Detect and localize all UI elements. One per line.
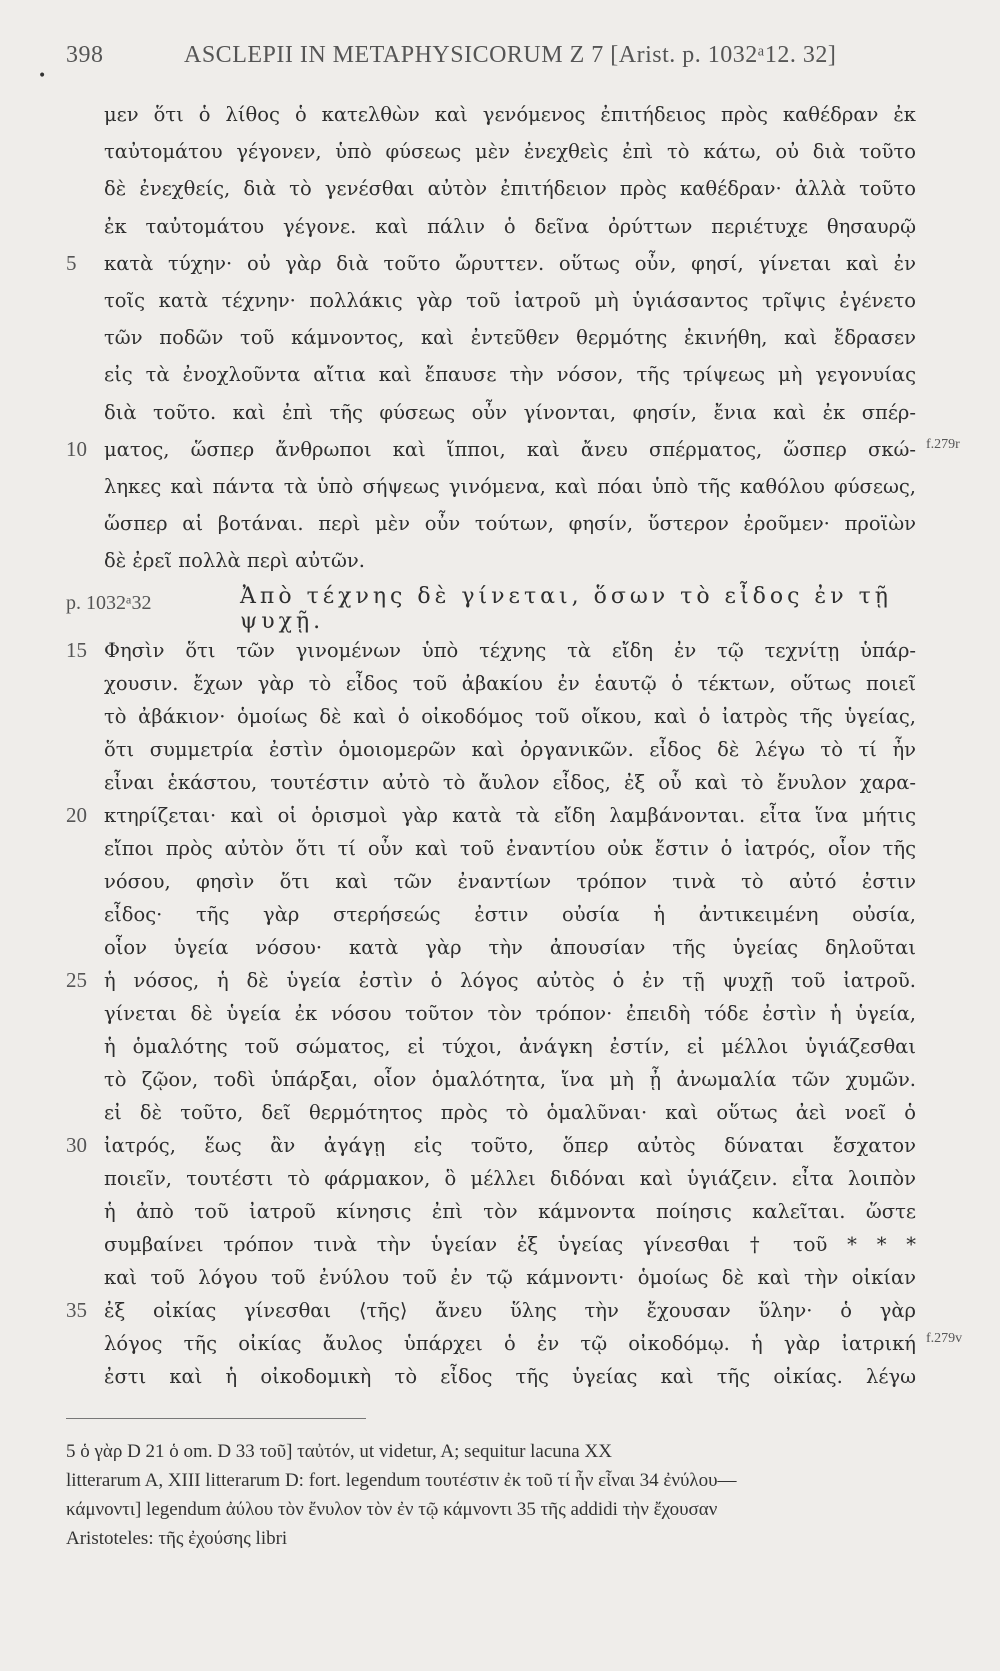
line-text: ταὐτομάτου γέγονεν, ὑπὸ φύσεως μὲν ἐνεχθεὶς ἐπὶ τὸ κάτω, οὐ διὰ τοῦτο: [104, 140, 916, 164]
margin-dot: •: [38, 68, 47, 84]
line-text: μεν ὅτι ὁ λίθος ὁ κατελθὼν καὶ γενόμενος ἐπιτήδειος πρὸς καθέδραν ἐκ: [104, 103, 916, 126]
line-text: κτηρίζεται· καὶ οἱ ὁρισμοὶ γὰρ κατὰ τὰ εἴδη λαμβάνονται. εἶτα ἵνα μήτις: [104, 804, 916, 827]
text-line: [0, 135, 1000, 171]
line-text: λόγος τῆς οἰκίας ἄυλος ὑπάρχει ὁ ἐν τῷ οἰκοδόμῳ. ἡ γὰρ ἰατρική: [104, 1332, 916, 1355]
line-text: ὅτι συμμετρία ἐστὶν ὁμοιομερῶν καὶ ὀργανικῶν. εἶδος δὲ λέγω τὸ τί ἦν: [104, 738, 916, 761]
page-number: 398: [66, 42, 104, 68]
line-text: ἡ νόσος, ἡ δὲ ὑγεία ἐστὶν ὁ λόγος αὐτὸς ὁ ἐν τῇ ψυχῇ τοῦ ἰατροῦ.: [104, 969, 916, 992]
apparatus-line: litterarum A, XIII litterarum D: fort. legendum τουτέστιν ἐκ τοῦ τί ἦν εἶναι 34 ἐνύλου—: [66, 1470, 737, 1491]
text-line: [0, 507, 1000, 543]
line-text: νόσου, φησὶν ὅτι καὶ τῶν ἐναντίων τρόπον τινὰ τὸ αὐτό ἐστιν: [104, 870, 916, 893]
line-text: εἶναι ἑκάστου, τουτέστιν αὐτὸ τὸ ἄυλον εἶδος, ἐξ οὗ καὶ τὸ ἔνυλον χαρα-: [104, 771, 916, 794]
text-line: [0, 433, 1000, 469]
footnote-rule: [66, 1418, 366, 1419]
text-line: [0, 700, 1000, 736]
line-text: κατὰ τύχην· οὐ γὰρ διὰ τοῦτο ὤρυττεν. οὕτως οὖν, φησί, γίνεται καὶ ἐν: [104, 251, 916, 275]
text-line: [0, 931, 1000, 967]
line-text: συμβαίνει τρόπον τινὰ τὴν ὑγείαν ἐξ ὑγείας γίνεσθαι † τοῦ * * *: [104, 1233, 916, 1256]
text-line: [0, 1096, 1000, 1132]
line-text: τὸ ἀβάκιον· ὁμοίως δὲ καὶ ὁ οἰκοδόμος τοῦ οἴκου, καὶ ὁ ἰατρὸς τῆς ὑγείας,: [104, 705, 916, 728]
line-text: ὥσπερ αἱ βοτάναι. περὶ μὲν οὖν τούτων, φησίν, ὕστερον ἐροῦμεν· προϊὼν: [104, 512, 916, 536]
text-line: [0, 766, 1000, 802]
line-text: ἰατρός, ἕως ἂν ἀγάγῃ εἰς τοῦτο, ὅπερ αὐτὸς δύναται ἔσχατον: [104, 1134, 916, 1157]
folio-marker: f.279r: [926, 436, 960, 452]
line-text: τῶν ποδῶν τοῦ κάμνοντος, καὶ ἐντεῦθεν θερμότης ἐκινήθη, καὶ ἔδρασεν: [104, 326, 916, 350]
text-line: [0, 865, 1000, 901]
line-number: 20: [66, 803, 87, 827]
line-text: ἐκ ταὐτομάτου γέγονε. καὶ πάλιν ὁ δεῖνα ὀρύττων περιέτυχε θησαυρῷ: [104, 214, 916, 238]
text-line: [0, 667, 1000, 703]
text-line: [0, 964, 1000, 1000]
text-line: [0, 1063, 1000, 1099]
text-line: [0, 634, 1000, 670]
line-text: καὶ τοῦ λόγου τοῦ ἐνύλου τοῦ ἐν τῷ κάμνοντι· ὁμοίως δὲ καὶ τὴν οἰκίαν: [104, 1266, 916, 1289]
line-number: 5: [66, 250, 77, 275]
line-text: δὲ ἐνεχθείς, διὰ τὸ γενέσθαι αὐτὸν ἐπιτήδειον πρὸς καθέδραν· ἀλλὰ τοῦτο: [104, 177, 916, 201]
text-line: [0, 358, 1000, 394]
text-line: [0, 1294, 1000, 1330]
text-line: [0, 799, 1000, 835]
line-text: τοῖς κατὰ τέχνην· πολλάκις γὰρ τοῦ ἰατροῦ μὴ ὑγιάσαντος τρῖψις ἐγένετο: [104, 289, 916, 312]
line-text: γίνεται δὲ ὑγεία ἐκ νόσου τοῦτον τὸν τρόπον· ἐπειδὴ τόδε ἐστὶν ἡ ὑγεία,: [104, 1002, 916, 1025]
line-number: 15: [66, 638, 87, 662]
text-line: [0, 544, 1000, 580]
line-text: εἶδος· τῆς γὰρ στερήσεώς ἐστιν οὐσία ἡ ἀντικειμένη οὐσία,: [104, 903, 916, 926]
text-line: [0, 284, 1000, 320]
text-line: [0, 98, 1000, 134]
line-text: ἐστι καὶ ἡ οἰκοδομικὴ τὸ εἶδος τῆς ὑγείας καὶ τῆς οἰκίας. λέγω: [104, 1365, 916, 1388]
line-number: 30: [66, 1133, 87, 1157]
line-text: Φησὶν ὅτι τῶν γινομένων ὑπὸ τέχνης τὰ εἴδη ἐν τῷ τεχνίτῃ ὑπάρ-: [104, 639, 916, 662]
text-line: [0, 172, 1000, 208]
line-number: 25: [66, 968, 87, 992]
lemma-text: Ἀπὸ τέχνης δὲ γίνεται, ὅσων τὸ εἶδος ἐν τῇ ψυχῇ.: [240, 584, 892, 634]
line-number: 35: [66, 1298, 87, 1322]
apparatus-line: κάμνοντι] legendum ἀύλου τὸν ἔνυλον τὸν ἐν τῷ κάμνοντι 35 τῆς addidi τὴν ἔχουσαν: [66, 1499, 718, 1520]
text-line: [0, 1228, 1000, 1264]
line-text: εἴποι πρὸς αὐτὸν ὅτι τί οὖν καὶ τοῦ ἐναντίου οὐκ ἔστιν ὁ ἰατρός, οἷον τῆς: [104, 837, 916, 860]
line-text: ἡ ἀπὸ τοῦ ἰατροῦ κίνησις ἐπὶ τὸν κάμνοντα ποίησις καλεῖται. ὥστε: [104, 1200, 916, 1223]
line-text: ληκες καὶ πάντα τὰ ὑπὸ σήψεως γινόμενα, καὶ πόαι ὑπὸ τῆς καθόλου φύσεως,: [104, 475, 916, 498]
lemma: [66, 584, 946, 634]
line-text: ἐξ οἰκίας γίνεσθαι ⟨τῆς⟩ ἄνευ ὕλης τὴν ἔχουσαν ὕλην· ὁ γὰρ: [104, 1299, 916, 1322]
text-line: [0, 210, 1000, 246]
running-title: ASCLEPII IN METAPHYSICORUM Z 7 [Arist. p. 1032ᵃ12. 32]: [184, 42, 837, 68]
text-line: [0, 1030, 1000, 1066]
text-line: [0, 321, 1000, 357]
folio-marker: f.279v: [926, 1331, 963, 1346]
line-text: ματος, ὥσπερ ἄνθρωποι καὶ ἵπποι, καὶ ἄνευ σπέρματος, ὥσπερ σκώ-: [104, 437, 916, 461]
text-line: [0, 1162, 1000, 1198]
text-line: [0, 396, 1000, 432]
line-text: ποιεῖν, τουτέστι τὸ φάρμακον, ὃ μέλλει διδόναι καὶ ὑγιάζειν. εἶτα λοιπὸν: [104, 1167, 916, 1190]
line-text: ἡ ὁμαλότης τοῦ σώματος, εἰ τύχοι, ἀνάγκη ἐστίν, εἰ μέλλοι ὑγιάζεσθαι: [104, 1035, 916, 1058]
line-text: εἰ δὲ τοῦτο, δεῖ θερμότητος πρὸς τὸ ὁμαλῦναι· καὶ οὕτως ἀεὶ νοεῖ ὁ: [104, 1101, 916, 1124]
text-line: [0, 1360, 1000, 1396]
apparatus-line: Aristoteles: τῆς ἐχούσης libri: [66, 1528, 288, 1549]
apparatus-line: 5 ὁ γὰρ D 21 ὁ om. D 33 τοῦ] ταὐτόν, ut videtur, A; sequitur lacuna XX: [66, 1441, 612, 1462]
text-line: [0, 1129, 1000, 1165]
text-line: [0, 832, 1000, 868]
text-line: [0, 1195, 1000, 1231]
line-text: τὸ ζῷον, τοδὶ ὑπάρξαι, οἷον ὁμαλότητα, ἵνα μὴ ᾖ ἀνωμαλία τῶν χυμῶν.: [104, 1068, 916, 1091]
line-text: εἰς τὰ ἐνοχλοῦντα αἴτια καὶ ἔπαυσε τὴν νόσον, τῆς τρίψεως μὴ γεγονυίας: [104, 363, 916, 387]
line-number: 10: [66, 436, 87, 461]
text-line: [0, 733, 1000, 769]
line-text: διὰ τοῦτο. καὶ ἐπὶ τῆς φύσεως οὖν γίνονται, φησίν, ἔνια καὶ ἐκ σπέρ-: [104, 400, 916, 424]
text-line: [0, 997, 1000, 1033]
lemma-reference: p. 1032ᵃ32: [66, 592, 152, 614]
line-text: χουσιν. ἔχων γὰρ τὸ εἶδος τοῦ ἀβακίου ἐν ἑαυτῷ ὁ τέκτων, οὕτως ποιεῖ: [104, 672, 916, 695]
text-line: [0, 247, 1000, 283]
text-line: [0, 470, 1000, 506]
text-line: [0, 1261, 1000, 1297]
line-text: δὲ ἐρεῖ πολλὰ περὶ αὐτῶν.: [104, 549, 365, 573]
text-line: [0, 898, 1000, 934]
text-line: [0, 1327, 1000, 1363]
running-header: [66, 42, 966, 82]
line-text: οἷον ὑγεία νόσου· κατὰ γὰρ τὴν ἀπουσίαν τῆς ὑγείας δηλοῦται: [104, 936, 916, 959]
